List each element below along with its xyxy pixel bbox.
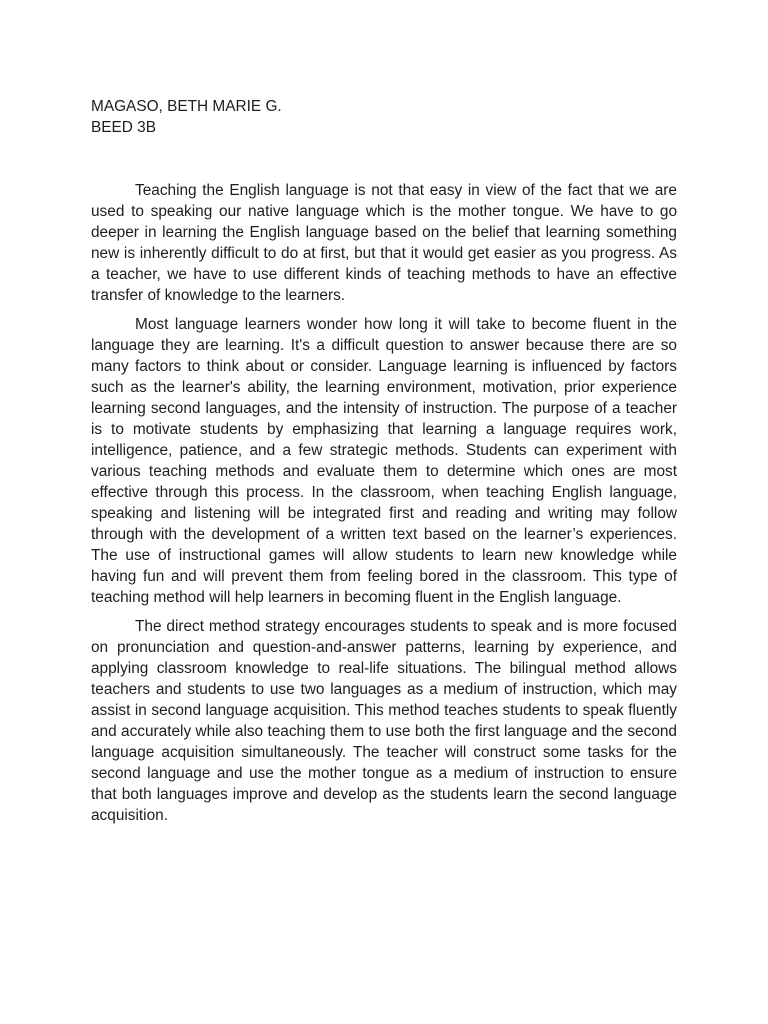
author-header [91, 96, 677, 138]
essay-body [91, 180, 677, 826]
essay-paragraph: Teaching the English language is not that easy in view of the fact that we are used to speaking our native language which is the mother tongue. We have to go deeper in learning the English language based on the belief that learning something new is inherently difficult to do at first, but that it would get easier as you progress. As a teacher, we have to use different kinds of teaching methods to have an effective transfer of knowledge to the learners. [91, 182, 677, 304]
class-section: BEED 3B [91, 119, 157, 136]
essay-paragraph: The direct method strategy encourages students to speak and is more focused on pronunciation and question-and-answer patterns, learning by experience, and applying classroom knowledge to real-life situations. The bilingual method allows teachers and students to use two languages as a medium of instruction, which may assist in second language acquisition. This method teaches students to speak fluently and accurately while also teaching them to use both the first language and the second language acquisition simultaneously. The teacher will construct some tasks for the second language and use the mother tongue as a medium of instruction to ensure that both languages improve and develop as the students learn the second language acquisition. [91, 618, 677, 824]
author-name: MAGASO, BETH MARIE G. [91, 98, 282, 115]
essay-paragraph: Most language learners wonder how long it will take to become fluent in the language they are learning. It's a difficult question to answer because there are so many factors to think about or consider. Language learning is influenced by factors such as the learner's ability, the learning environment, motivation, prior experience learning second languages, and the intensity of instruction. The purpose of a teacher is to motivate students by emphasizing that learning a language requires work, intelligence, patience, and a few strategic methods. Students can experiment with various teaching methods and evaluate them to determine which ones are most effective through this process. In the classroom, when teaching English language, speaking and listening will be integrated first and reading and writing may follow through with the development of a written text based on the learner’s experiences. The use of instructional games will allow students to learn new knowledge while having fun and will prevent them from feeling bored in the classroom. This type of teaching method will help learners in becoming fluent in the English language. [91, 316, 677, 606]
